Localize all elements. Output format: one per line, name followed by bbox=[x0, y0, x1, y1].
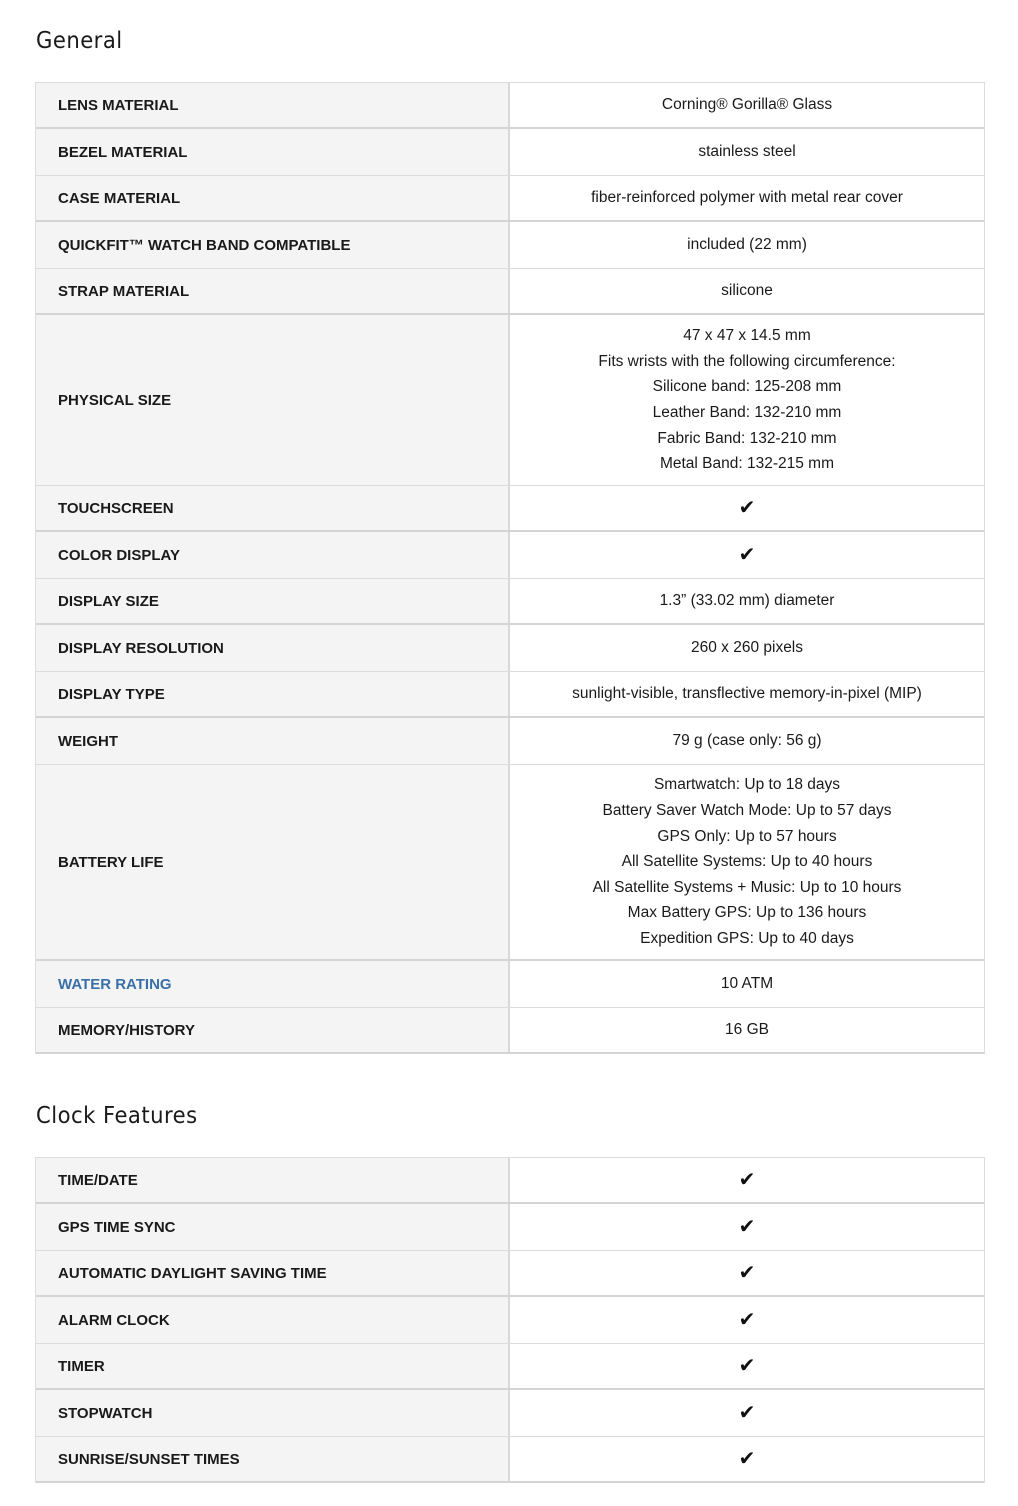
table-row bbox=[36, 1344, 984, 1390]
spec-value-line: 1.3” (33.02 mm) diameter bbox=[659, 592, 835, 610]
spec-value bbox=[510, 579, 984, 623]
table-row bbox=[36, 1251, 984, 1297]
spec-value-line: 16 GB bbox=[725, 1021, 769, 1039]
checkmark-icon: ✔ bbox=[738, 1402, 756, 1424]
spec-label: COLOR DISPLAY bbox=[36, 532, 510, 578]
spec-value-line: Metal Band: 132-215 mm bbox=[659, 455, 835, 473]
spec-label: WEIGHT bbox=[36, 718, 510, 764]
spec-value-line: All Satellite Systems: Up to 40 hours bbox=[621, 853, 873, 871]
spec-value bbox=[510, 1008, 984, 1052]
spec-value bbox=[510, 1297, 984, 1343]
spec-value-line: 10 ATM bbox=[720, 975, 774, 993]
spec-value-line: Silicone band: 125-208 mm bbox=[652, 378, 842, 396]
spec-label: QUICKFIT™ WATCH BAND COMPATIBLE bbox=[36, 222, 510, 268]
checkmark-icon: ✔ bbox=[738, 1355, 756, 1377]
spec-value-line: stainless steel bbox=[698, 143, 796, 161]
table-row bbox=[36, 1390, 984, 1437]
spec-value-line: fiber-reinforced polymer with metal rear cover bbox=[591, 189, 903, 207]
table-row bbox=[36, 672, 984, 718]
spec-value bbox=[510, 129, 984, 175]
spec-label: SUNRISE/SUNSET TIMES bbox=[36, 1437, 510, 1481]
spec-value bbox=[510, 765, 984, 959]
spec-label: STOPWATCH bbox=[36, 1390, 510, 1436]
table-row bbox=[36, 532, 984, 579]
spec-label: TIME/DATE bbox=[36, 1158, 510, 1202]
spec-value-line: 260 x 260 pixels bbox=[690, 639, 804, 657]
table-row bbox=[36, 1158, 984, 1204]
spec-value bbox=[510, 672, 984, 716]
spec-value bbox=[510, 83, 984, 127]
spec-value-line: 47 x 47 x 14.5 mm bbox=[683, 327, 811, 345]
spec-value bbox=[510, 625, 984, 671]
spec-label: BEZEL MATERIAL bbox=[36, 129, 510, 175]
spec-value bbox=[510, 176, 984, 220]
spec-value bbox=[510, 1204, 984, 1250]
spec-value-line: sunlight-visible, transflective memory-in-pixel (MIP) bbox=[572, 685, 922, 703]
checkmark-icon: ✔ bbox=[738, 1216, 756, 1238]
spec-value-line: Smartwatch: Up to 18 days bbox=[653, 776, 841, 794]
spec-value-line: Fits wrists with the following circumference: bbox=[598, 352, 896, 370]
spec-value bbox=[510, 961, 984, 1007]
table-row bbox=[36, 315, 984, 486]
table-row bbox=[36, 83, 984, 129]
spec-value-line: Leather Band: 132-210 mm bbox=[652, 404, 842, 421]
spec-value bbox=[510, 315, 984, 485]
spec-label: DISPLAY SIZE bbox=[36, 579, 510, 623]
table-row bbox=[36, 176, 984, 222]
checkmark-icon: ✔ bbox=[738, 1309, 756, 1331]
spec-value-line: silicone bbox=[721, 282, 773, 300]
spec-value bbox=[510, 718, 984, 764]
checkmark-icon: ✔ bbox=[738, 1262, 756, 1284]
table-row bbox=[36, 269, 984, 315]
spec-value-line: Corning® Gorilla® Glass bbox=[661, 96, 833, 114]
spec-label: MEMORY/HISTORY bbox=[36, 1008, 510, 1052]
table-row bbox=[36, 1008, 984, 1054]
spec-label: STRAP MATERIAL bbox=[36, 269, 510, 313]
spec-value-line: Fabric Band: 132-210 mm bbox=[657, 429, 837, 447]
section-title-general: General bbox=[36, 28, 123, 54]
section-title-clock-features: Clock Features bbox=[36, 1103, 198, 1129]
table-row bbox=[36, 765, 984, 961]
spec-value bbox=[510, 1437, 984, 1481]
spec-value bbox=[510, 1158, 984, 1202]
spec-label: BATTERY LIFE bbox=[36, 765, 510, 959]
spec-value bbox=[510, 486, 984, 530]
spec-value-line: included (22 mm) bbox=[687, 236, 807, 254]
table-row bbox=[36, 579, 984, 625]
spec-label: GPS TIME SYNC bbox=[36, 1204, 510, 1250]
table-row bbox=[36, 1204, 984, 1251]
spec-value bbox=[510, 1344, 984, 1388]
spec-value-line: GPS Only: Up to 57 hours bbox=[657, 827, 837, 845]
spec-value bbox=[510, 532, 984, 578]
general-spec-table bbox=[35, 82, 985, 1054]
spec-label: LENS MATERIAL bbox=[36, 83, 510, 127]
spec-value-line: Expedition GPS: Up to 40 days bbox=[640, 929, 854, 947]
spec-label: TIMER bbox=[36, 1344, 510, 1388]
spec-label: CASE MATERIAL bbox=[36, 176, 510, 220]
table-row bbox=[36, 625, 984, 672]
checkmark-icon: ✔ bbox=[738, 544, 756, 566]
table-row bbox=[36, 129, 984, 176]
spec-value-line: Max Battery GPS: Up to 136 hours bbox=[627, 904, 867, 922]
spec-value bbox=[510, 1251, 984, 1295]
table-row bbox=[36, 1297, 984, 1344]
spec-value-line: 79 g (case only: 56 g) bbox=[672, 732, 822, 750]
table-row bbox=[36, 486, 984, 532]
checkmark-icon: ✔ bbox=[738, 1169, 756, 1191]
clock-features-spec-table bbox=[35, 1157, 985, 1483]
spec-label: DISPLAY RESOLUTION bbox=[36, 625, 510, 671]
spec-value bbox=[510, 269, 984, 313]
spec-label-link[interactable]: WATER RATING bbox=[36, 961, 510, 1007]
checkmark-icon: ✔ bbox=[738, 497, 756, 519]
spec-value bbox=[510, 222, 984, 268]
spec-label: TOUCHSCREEN bbox=[36, 486, 510, 530]
spec-value-line: All Satellite Systems + Music: Up to 10 hours bbox=[592, 878, 902, 896]
spec-label: ALARM CLOCK bbox=[36, 1297, 510, 1343]
spec-label: AUTOMATIC DAYLIGHT SAVING TIME bbox=[36, 1251, 510, 1295]
spec-label: PHYSICAL SIZE bbox=[36, 315, 510, 485]
table-row bbox=[36, 1437, 984, 1483]
table-row bbox=[36, 961, 984, 1008]
table-row bbox=[36, 718, 984, 765]
checkmark-icon: ✔ bbox=[738, 1448, 756, 1470]
spec-label: DISPLAY TYPE bbox=[36, 672, 510, 716]
spec-value-line: Battery Saver Watch Mode: Up to 57 days bbox=[602, 802, 892, 820]
spec-value bbox=[510, 1390, 984, 1436]
table-row bbox=[36, 222, 984, 269]
